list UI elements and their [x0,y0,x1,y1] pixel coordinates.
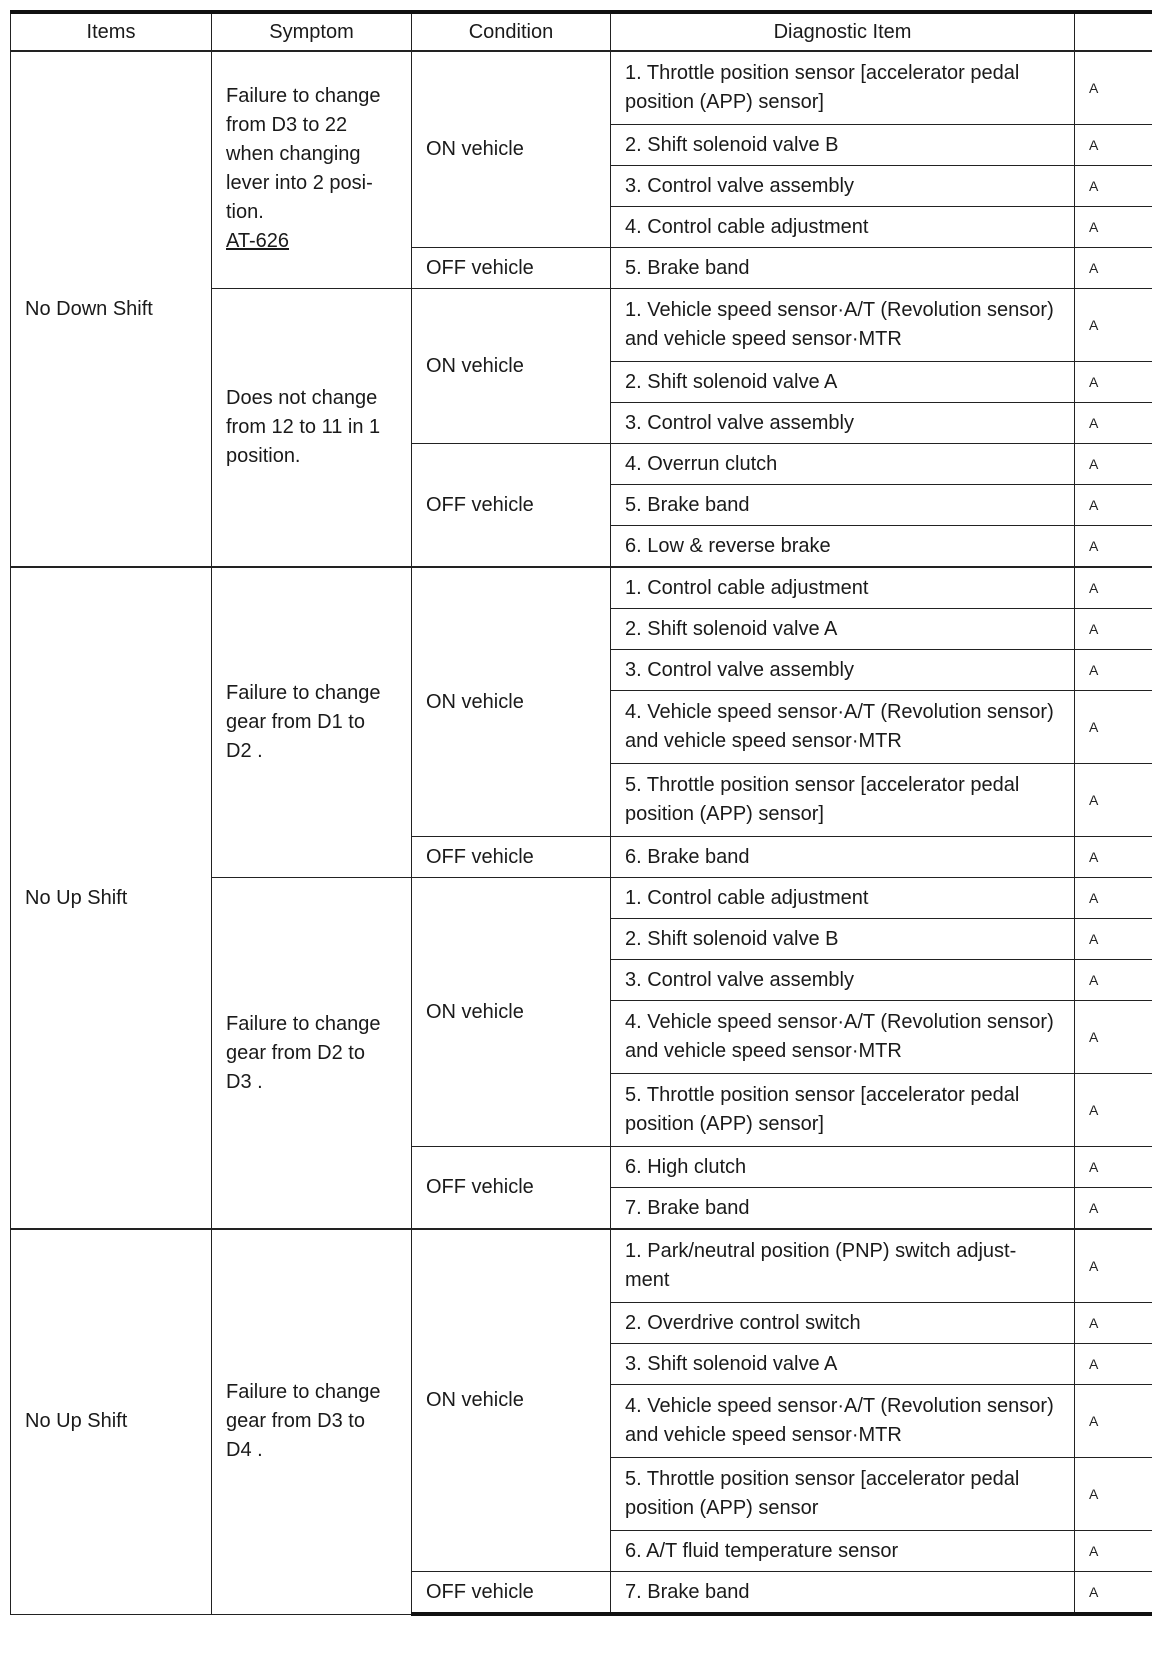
header-items: Items [11,12,212,51]
symptom-cell [212,1229,412,1614]
header-reference [1075,12,1152,51]
reference-cell[interactable]: A [1075,526,1152,568]
header-diagnostic-item: Diagnostic Item [611,12,1075,51]
symptom-cell [212,51,412,289]
symptom-line: from 12 to 11 in 1 [226,416,381,438]
reference-cell[interactable]: A [1075,1385,1152,1458]
diagnostic-item-cell: 1. Control cable adjustment [611,878,1075,919]
reference-cell[interactable]: A [1075,878,1152,919]
reference-cell[interactable]: A [1075,960,1152,1001]
reference-cell[interactable]: A [1075,1531,1152,1572]
symptom-line: gear from D2 to [226,1041,365,1064]
reference-cell[interactable]: A [1075,1344,1152,1385]
reference-cell[interactable]: A [1075,248,1152,289]
reference-cell[interactable]: A [1075,1458,1152,1531]
symptom-cell [212,567,412,878]
diagnostic-item-cell: 6. High clutch [611,1147,1075,1188]
diagnostic-item-cell: 2. Shift solenoid valve A [611,362,1075,403]
diagnostic-item-cell: 5. Brake band [611,248,1075,289]
symptom-line: Failure to change [226,85,381,107]
symptom-line: lever into 2 posi- [226,172,373,194]
table-row [11,51,1152,125]
diagnostic-item-cell: 6. A/T fluid temperature sensor [611,1531,1075,1572]
diagnostic-item-cell: 6. Low & reverse brake [611,526,1075,568]
symptom-line: position. [226,445,301,467]
diagnostic-item-cell: 4. Vehicle speed sensor·A/T (Revolution sensor) and vehicle speed sensor·MTR [611,1385,1075,1458]
table-row [11,1229,1152,1303]
symptom-line: gear from D3 to [226,1410,365,1433]
reference-cell[interactable]: A [1075,125,1152,166]
diagnostic-item-cell: 5. Throttle position sensor [accelerator pedal position (APP) sensor] [611,764,1075,837]
reference-cell[interactable]: A [1075,1229,1152,1303]
reference-cell[interactable]: A [1075,609,1152,650]
diagnostic-item-cell: 2. Overdrive control switch [611,1303,1075,1344]
condition-cell: ON vehicle [412,567,611,837]
symptom-cell [212,878,412,1230]
reference-cell[interactable]: A [1075,837,1152,878]
symptom-line: tion. [226,201,264,223]
symptom-reference-link[interactable]: AT-626 [226,230,289,252]
reference-cell[interactable]: A [1075,567,1152,609]
items-cell: No Up Shift [11,567,212,1229]
reference-cell[interactable]: A [1075,1001,1152,1074]
symptom-line: Does not change [226,387,378,409]
reference-cell[interactable]: A [1075,919,1152,960]
condition-cell: ON vehicle [412,1229,611,1572]
reference-cell[interactable]: A [1075,1572,1152,1615]
diagnostic-item-cell: 5. Throttle position sensor [accelerator pedal position (APP) sensor [611,1458,1075,1531]
symptom-line: from D3 to 22 [226,114,348,136]
diagnostic-item-cell: 4. Vehicle speed sensor·A/T (Revolution sensor) and vehicle speed sensor·MTR [611,691,1075,764]
diagnostic-item-cell: 1. Throttle position sensor [accelerator pedal position (APP) sensor] [611,51,1075,125]
diagnostic-item-cell: 6. Brake band [611,837,1075,878]
symptom-line: Failure to change [226,1381,381,1404]
diagnostic-item-cell: 5. Brake band [611,485,1075,526]
diagnostic-item-cell: 3. Control valve assembly [611,960,1075,1001]
condition-cell: ON vehicle [412,878,611,1147]
condition-cell: OFF vehicle [412,248,611,289]
diagnostic-item-cell: 2. Shift solenoid valve B [611,919,1075,960]
reference-cell[interactable]: A [1075,362,1152,403]
condition-cell: OFF vehicle [412,444,611,568]
diagnostic-item-cell: 2. Shift solenoid valve B [611,125,1075,166]
table-row [11,567,1152,609]
reference-cell[interactable]: A [1075,403,1152,444]
reference-cell[interactable]: A [1075,1147,1152,1188]
symptom-line: gear from D1 to [226,711,365,733]
diagnostic-item-cell: 3. Control valve assembly [611,166,1075,207]
reference-cell[interactable]: A [1075,1303,1152,1344]
diagnostic-item-cell: 3. Control valve assembly [611,650,1075,691]
diagnostic-item-cell: 1. Park/neutral position (PNP) switch adjust- ment [611,1229,1075,1303]
reference-cell[interactable]: A [1075,764,1152,837]
header-condition: Condition [412,12,611,51]
symptom-line: Failure to change [226,682,381,704]
diagnostic-item-cell: 4. Overrun clutch [611,444,1075,485]
symptom-line: Failure to change [226,1012,381,1035]
diagnostic-item-cell: 3. Shift solenoid valve A [611,1344,1075,1385]
diagnostic-item-cell: 1. Vehicle speed sensor·A/T (Revolution sensor) and vehicle speed sensor·MTR [611,289,1075,362]
header-row [11,12,1152,51]
symptom-line: D3 . [226,1070,263,1093]
diagnostic-item-cell: 5. Throttle position sensor [accelerator pedal position (APP) sensor] [611,1074,1075,1147]
header-symptom: Symptom [212,12,412,51]
items-cell: No Down Shift [11,51,212,567]
symptom-line: D2 . [226,740,263,762]
reference-cell[interactable]: A [1075,444,1152,485]
condition-cell: OFF vehicle [412,1147,611,1230]
diagnosis-table [10,10,1152,1616]
diagnostic-item-cell: 2. Shift solenoid valve A [611,609,1075,650]
diagnostic-item-cell: 1. Control cable adjustment [611,567,1075,609]
condition-cell: ON vehicle [412,289,611,444]
reference-cell[interactable]: A [1075,1188,1152,1230]
reference-cell[interactable]: A [1075,51,1152,125]
reference-cell[interactable]: A [1075,650,1152,691]
reference-cell[interactable]: A [1075,207,1152,248]
symptom-cell [212,289,412,568]
condition-cell: OFF vehicle [412,1572,611,1615]
diagnostic-item-cell: 4. Control cable adjustment [611,207,1075,248]
diagnostic-item-cell: 7. Brake band [611,1572,1075,1615]
reference-cell[interactable]: A [1075,1074,1152,1147]
reference-cell[interactable]: A [1075,166,1152,207]
symptom-line: D4 . [226,1439,263,1462]
diagnostic-item-cell: 3. Control valve assembly [611,403,1075,444]
reference-cell[interactable]: A [1075,485,1152,526]
diagnostic-item-cell: 4. Vehicle speed sensor·A/T (Revolution sensor) and vehicle speed sensor·MTR [611,1001,1075,1074]
table-body [11,51,1152,1614]
reference-cell[interactable]: A [1075,289,1152,362]
reference-cell[interactable]: A [1075,691,1152,764]
condition-cell: OFF vehicle [412,837,611,878]
diagnostic-item-cell: 7. Brake band [611,1188,1075,1230]
symptom-line: when changing [226,143,361,165]
condition-cell: ON vehicle [412,51,611,248]
items-cell: No Up Shift [11,1229,212,1614]
